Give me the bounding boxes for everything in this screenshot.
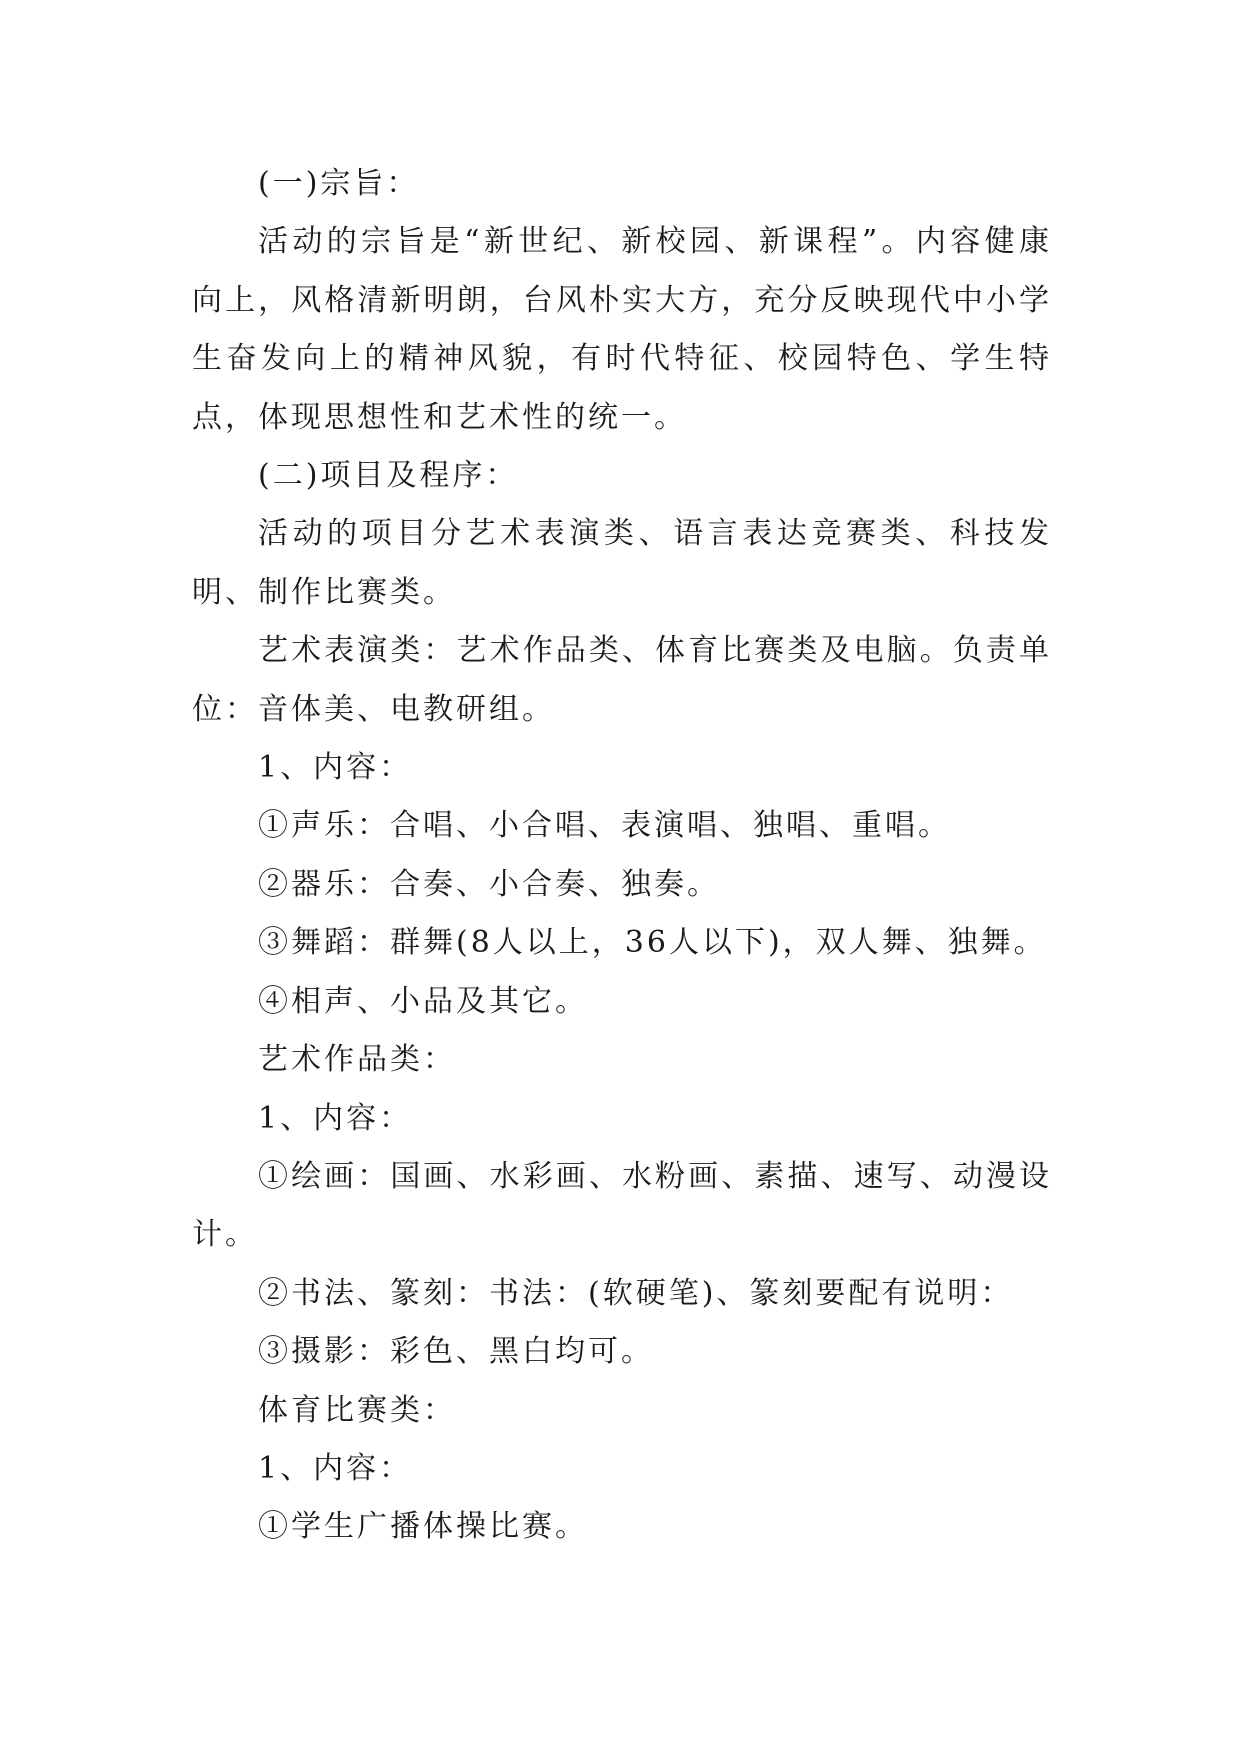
section-heading-sports: 体育比赛类： bbox=[258, 1392, 456, 1428]
section-heading-purpose: (一)宗旨： bbox=[258, 166, 420, 201]
list-heading-content: 1、内容： bbox=[258, 750, 413, 786]
list-item-vocal: ①声乐：合唱、小合唱、表演唱、独唱、重唱。 bbox=[258, 808, 951, 844]
list-item-gymnastics: ①学生广播体操比赛。 bbox=[258, 1509, 588, 1545]
paragraph-projects-text: 活动的项目分艺术表演类、语言表达竞赛类、科技发明、制作比赛类。 bbox=[192, 516, 1052, 610]
section-heading-artworks: 艺术作品类： bbox=[258, 1042, 456, 1078]
list-item-instrumental: ②器乐：合奏、小合奏、独奏。 bbox=[258, 866, 720, 902]
list-heading-content: 1、内容： bbox=[258, 1100, 413, 1136]
section-heading-projects: (二)项目及程序： bbox=[258, 458, 519, 494]
paragraph-purpose-text: 活动的宗旨是“新世纪、新校园、新课程”。内容健康向上，风格清新明朗，台风朴实大方，充分反映现代中小学生奋发向上的精神风貌，有时代特征、校园特色、学生特点，体现思想性和艺术性的统一。 bbox=[192, 224, 1052, 435]
list-item-painting: ①绘画：国画、水彩画、水粉画、素描、速写、动漫设计。 bbox=[192, 1158, 1052, 1253]
list-heading-content: 1、内容： bbox=[258, 1450, 413, 1486]
document-body bbox=[192, 155, 1052, 1557]
list-item-dance: ③舞蹈：群舞(8人以上，36人以下)，双人舞、独舞。 bbox=[258, 925, 1047, 961]
list-item-photography: ③摄影：彩色、黑白均可。 bbox=[258, 1334, 654, 1370]
list-item-comedy: ④相声、小品及其它。 bbox=[258, 983, 588, 1019]
paragraph-performance-category: 艺术表演类：艺术作品类、体育比赛类及电脑。负责单位：音体美、电教研组。 bbox=[192, 633, 1052, 727]
list-item-calligraphy: ②书法、篆刻：书法：(软硬笔)、篆刻要配有说明： bbox=[258, 1275, 1014, 1311]
